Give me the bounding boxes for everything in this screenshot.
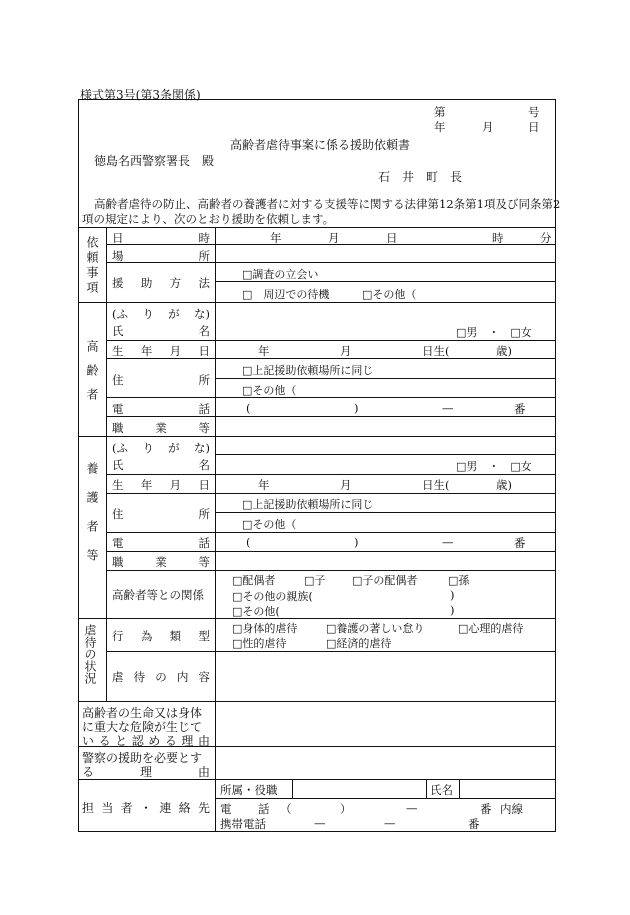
line	[106, 551, 556, 552]
line	[292, 779, 293, 798]
date-minute: 分	[540, 231, 552, 245]
elderly-birth-month: 月	[340, 344, 352, 358]
line	[215, 512, 556, 513]
abuse-type-label: 行 為 類 型	[112, 629, 210, 643]
line	[106, 397, 556, 398]
line	[106, 618, 107, 701]
date-year: 年	[270, 231, 282, 245]
intro-text-line2: 項の規定により、次のとおり援助を依頼します。	[82, 212, 335, 226]
line	[106, 532, 556, 533]
date-hour: 時	[492, 231, 504, 245]
checkbox-child[interactable]: □子	[304, 574, 326, 587]
place-label: 場 所	[112, 249, 210, 263]
line	[78, 302, 556, 303]
checkbox-psychological-abuse[interactable]: □心理的虐待	[458, 622, 524, 635]
elderly-birth-label: 生 年 月 日	[112, 344, 210, 358]
doc-month: 月	[482, 120, 494, 134]
document-title: 高齢者虐待事案に係る援助依頼書	[230, 138, 411, 152]
tel-dash: —	[406, 801, 418, 815]
caregiver-gender-checkboxes[interactable]: □男 ・ □女	[456, 460, 532, 473]
tel-kanji-2: 話	[258, 802, 270, 816]
checkbox-other-relative[interactable]: □その他の親族(	[232, 590, 313, 603]
line	[215, 454, 556, 455]
tel-kanji-1: 電	[220, 802, 232, 816]
close-paren: )	[450, 603, 455, 617]
caregiver-age: 歳)	[496, 478, 512, 492]
checkbox-grandchild[interactable]: □孫	[448, 574, 470, 587]
elderly-phone-close: )	[354, 401, 359, 415]
checkbox-sexual-abuse[interactable]: □性的虐待	[232, 637, 287, 650]
caregiver-birth-year: 年	[258, 478, 270, 492]
checkbox-relation-other[interactable]: □その他(	[232, 605, 280, 618]
elderly-birth-year: 年	[258, 344, 270, 358]
danger-reason-line1: 高齢者の生命又は身体	[82, 706, 203, 720]
relation-label: 高齢者等との関係	[112, 588, 204, 602]
form-number-label: 様式第3号(第3条関係)	[80, 88, 201, 102]
caregiver-birth-label: 生 年 月 日	[112, 478, 210, 492]
request-group-label: 依頼事項	[85, 236, 99, 296]
elderly-furigana-label: (ふ り が な)	[112, 307, 210, 321]
checkbox-financial-abuse[interactable]: □経済的虐待	[326, 637, 392, 650]
line	[106, 493, 556, 494]
tel-extension: 内線	[500, 802, 523, 816]
doc-year: 年	[434, 120, 446, 134]
caregiver-name-label: 氏 名	[112, 458, 210, 472]
line	[215, 378, 556, 379]
checkbox-caregiver-addr-same[interactable]: □上記援助依頼場所に同じ	[242, 498, 374, 511]
checkbox-child-spouse[interactable]: □子の配偶者	[352, 574, 418, 587]
elderly-phone-label: 電 話	[112, 402, 210, 416]
line	[215, 227, 216, 832]
line	[459, 779, 460, 798]
tel-open: （	[280, 802, 292, 816]
caregiver-phone-dash: —	[442, 535, 454, 549]
checkbox-investigation[interactable]: □調査の立会い	[242, 268, 319, 281]
doc-number-prefix: 第	[434, 105, 446, 119]
contact-name-label: 氏名	[430, 783, 453, 797]
doc-number-suffix: 号	[528, 105, 540, 119]
line	[106, 227, 107, 618]
contact-label: 担 当 者 ・ 連 絡 先	[82, 801, 210, 815]
line	[106, 570, 556, 571]
caregiver-address-label: 住 所	[112, 507, 210, 521]
checkbox-elderly-addr-other[interactable]: □その他（	[242, 384, 297, 397]
sender: 石 井 町 長	[378, 170, 463, 184]
danger-reason-line2: に重大な危険が生じて	[82, 720, 203, 734]
elderly-birth-day: 日生(	[422, 344, 450, 358]
datetime-label: 日 時	[112, 231, 210, 245]
checkbox-method-other[interactable]: □その他（	[362, 288, 417, 301]
elderly-name-label: 氏 名	[112, 324, 210, 338]
caregiver-birth-day: 日生(	[422, 478, 450, 492]
tel-ban: 番	[480, 802, 492, 816]
elderly-job-label: 職 業 等	[112, 421, 210, 435]
addressee: 徳島名西警察署長 殿	[94, 154, 215, 168]
mobile-ban: 番	[468, 817, 480, 831]
police-need-line1: 警察の援助を必要とす	[82, 751, 203, 765]
date-day: 日	[386, 231, 398, 245]
checkbox-spouse[interactable]: □配偶者	[232, 574, 276, 587]
line	[78, 436, 556, 437]
abuse-group-label: 虐待の状況	[83, 624, 97, 684]
line	[215, 798, 556, 799]
line	[106, 340, 556, 341]
elderly-phone-dash: —	[442, 401, 454, 415]
checkbox-elderly-addr-same[interactable]: □上記援助依頼場所に同じ	[242, 364, 374, 377]
line	[106, 474, 556, 475]
line	[78, 701, 556, 702]
caregiver-birth-month: 月	[340, 478, 352, 492]
caregiver-phone-label: 電 話	[112, 536, 210, 550]
checkbox-standby[interactable]: □ 周辺での待機	[242, 288, 330, 301]
elderly-phone-ban: 番	[514, 402, 526, 416]
checkbox-neglect[interactable]: □養護の著しい怠り	[326, 622, 425, 635]
abuse-content-label: 虐 待 の 内 容	[112, 670, 210, 684]
line	[78, 227, 556, 228]
date-month: 月	[328, 231, 340, 245]
method-label: 援 助 方 法	[112, 276, 210, 290]
caregiver-phone-ban: 番	[514, 536, 526, 550]
mobile-label: 携帯電話	[220, 817, 266, 831]
mobile-dash1: —	[314, 816, 326, 830]
close-paren: )	[450, 588, 455, 602]
line	[78, 618, 556, 619]
checkbox-caregiver-addr-other[interactable]: □その他（	[242, 518, 297, 531]
elderly-group-label: 高齢者	[85, 340, 99, 412]
intro-text-line1: 高齢者虐待の防止、高齢者の養護者に対する支援等に関する法律第12条第1項及び同条第2	[94, 197, 561, 211]
doc-day: 日	[528, 120, 540, 134]
caregiver-group-label: 養護者等	[85, 462, 99, 578]
caregiver-phone-open: (	[246, 535, 251, 549]
police-need-line2: る 理 由	[82, 765, 210, 779]
caregiver-phone-close: )	[354, 535, 359, 549]
elderly-age: 歳)	[496, 344, 512, 358]
tel-close: ）	[340, 802, 352, 816]
dept-label: 所属・役職	[220, 783, 278, 797]
checkbox-physical-abuse[interactable]: □身体的虐待	[232, 622, 298, 635]
mobile-dash2: —	[384, 816, 396, 830]
elderly-address-label: 住 所	[112, 373, 210, 387]
caregiver-job-label: 職 業 等	[112, 555, 210, 569]
elderly-phone-open: (	[246, 401, 251, 415]
danger-reason-line3: い る と 認 め る 理 由	[82, 734, 210, 748]
line	[106, 651, 556, 652]
line	[426, 779, 427, 798]
caregiver-furigana-label: (ふ り が な)	[112, 441, 210, 455]
elderly-gender-checkboxes[interactable]: □男 ・ □女	[456, 326, 532, 339]
